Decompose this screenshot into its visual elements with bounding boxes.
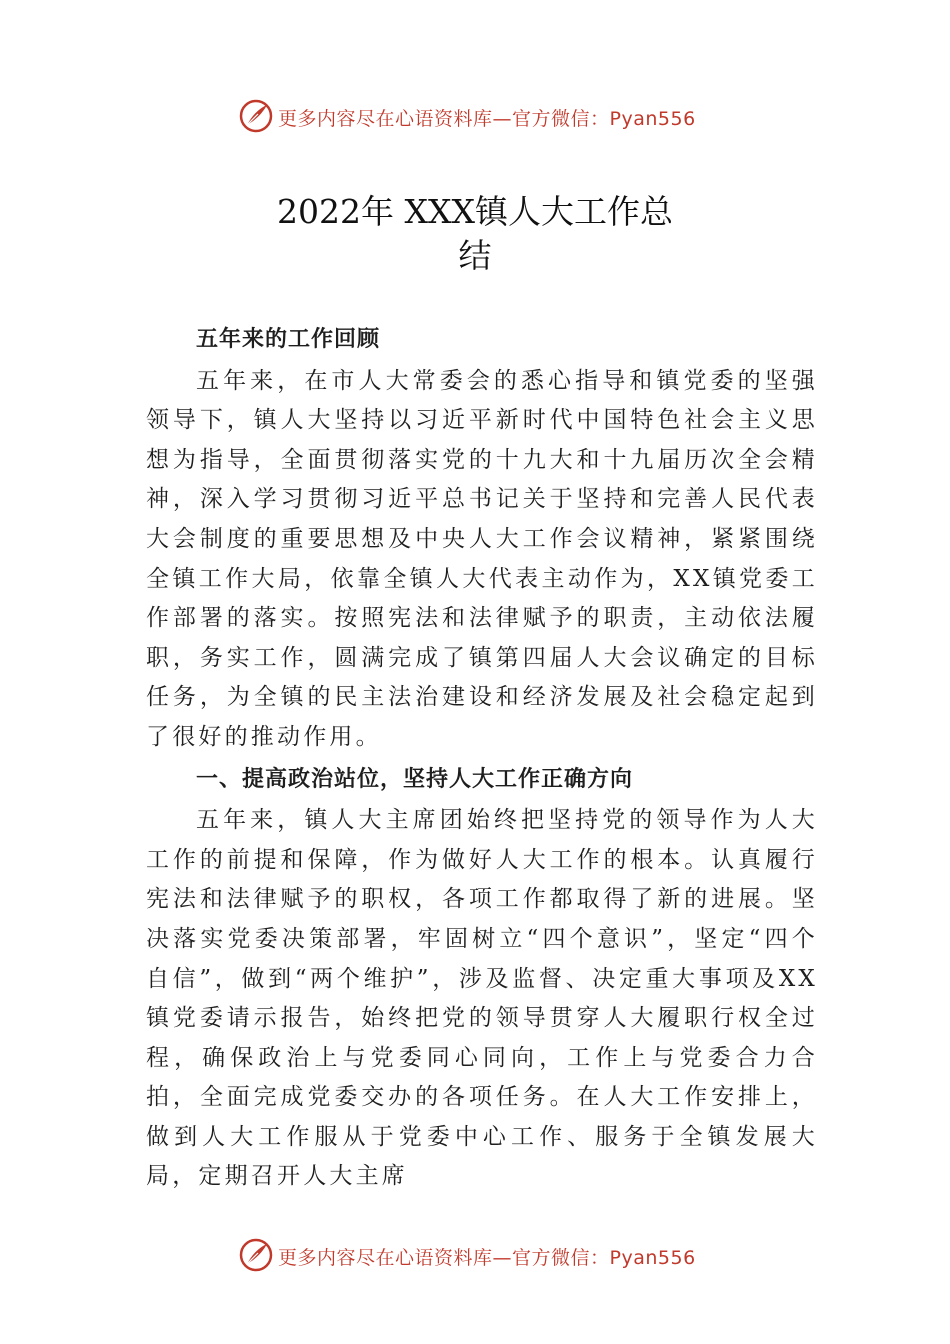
section1-heading: 一、提高政治站位，坚持人大工作正确方向 (196, 766, 634, 792)
section1-paragraph: 五年来，镇人大主席团始终把坚持党的领导作为人大工作的前提和保障，作为做好人大工作的根本。认真履行宪法和法律赋予的职权，各项工作都取得了新的进展。坚决落实党委决策部署，牢固树立“四个意识”，坚定“四个自信”，做到“两个维护”，涉及监督、决定重大事项及XX镇党委请示报告，始终把党的领导贯穿人大履职行权全过程，确保政治上与党委同心同向，工作上与党委合力合拍，全面完成党委交办的各项任务。在人大工作安排上，做到人大工作服从于党委中心工作、服务于全镇发展大局，定期召开人大主席 (146, 807, 818, 1190)
title-line-1: 2022年 XXX镇人大工作总 (277, 192, 673, 231)
document-title (0, 190, 950, 278)
banner-wechat: 官方微信：Pyan556 (512, 108, 696, 130)
header-banner (0, 98, 950, 138)
banner-wechat: 官方微信：Pyan556 (512, 1247, 696, 1269)
intro-paragraph: 五年来，在市人大常委会的悉心指导和镇党委的坚强领导下，镇人大坚持以习近平新时代中国特色社会主义思想为指导，全面贯彻落实党的十九大和十九届历次全会精神，深入学习贯彻习近平总书记关于坚持和完善人民代表大会制度的重要思想及中央人大工作会议精神，紧紧围绕全镇工作大局，依靠全镇人大代表主动作为，XX镇党委工作部署的落实。按照宪法和法律赋予的职责，主动依法履职，务实工作，圆满完成了镇第四届人大会议确定的目标任务，为全镇的民主法治建设和经济发展及社会稳定起到了很好的推动作用。 (146, 367, 818, 750)
banner-sep: — (492, 108, 513, 130)
title-line-2: 结 (458, 236, 492, 275)
banner-text (278, 104, 696, 131)
banner-sep: — (492, 1247, 513, 1269)
footer-banner (0, 1237, 950, 1277)
intro-heading: 五年来的工作回顾 (196, 327, 381, 352)
banner-text (278, 1243, 696, 1270)
feather-pen-icon (238, 1237, 274, 1273)
banner-main: 更多内容尽在心语资料库 (278, 108, 493, 130)
banner-main: 更多内容尽在心语资料库 (278, 1247, 493, 1269)
document-body (146, 318, 818, 1197)
feather-pen-icon (238, 98, 274, 134)
